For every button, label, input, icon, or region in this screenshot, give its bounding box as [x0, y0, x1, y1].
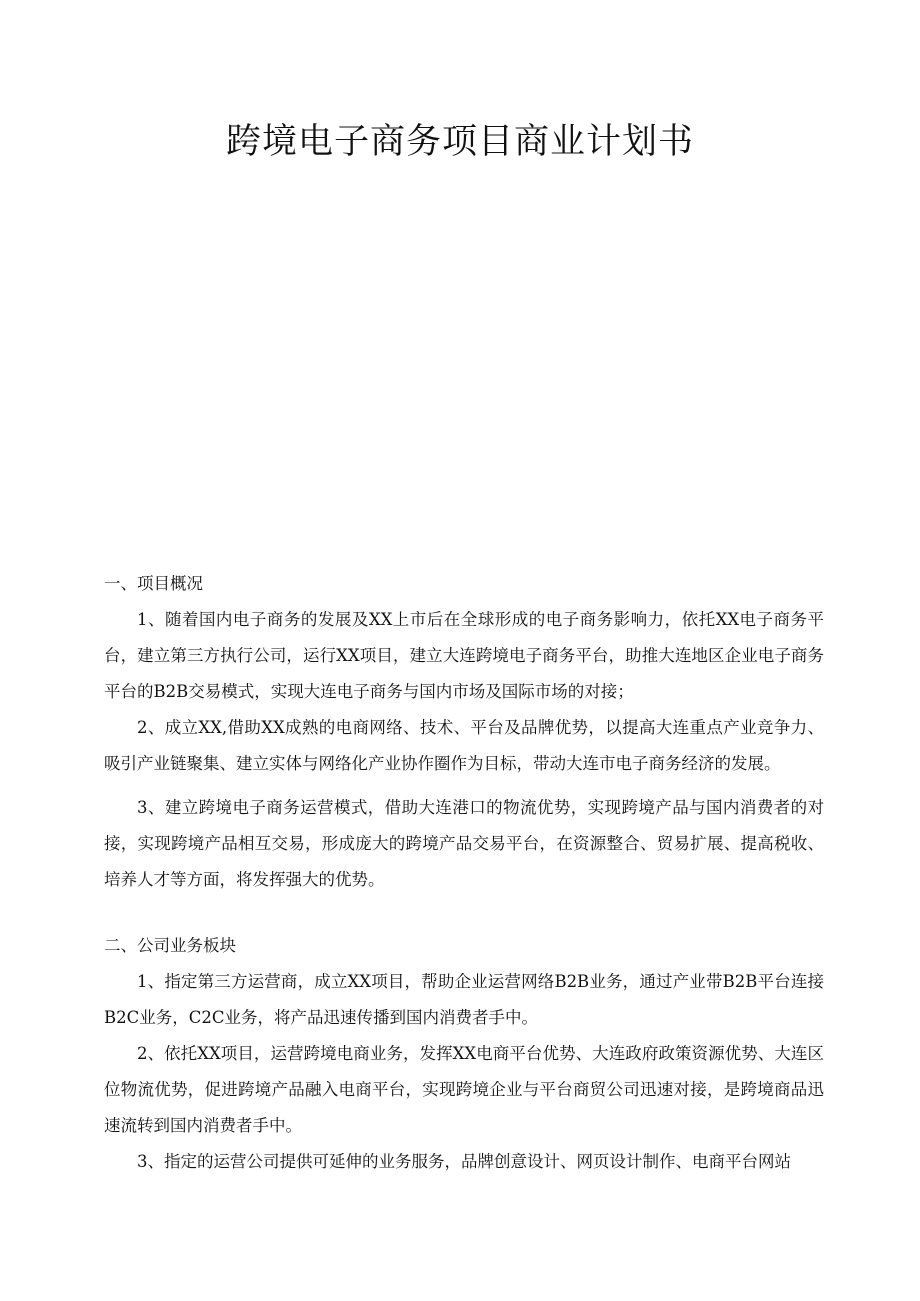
- section-heading: 二、公司业务板块: [104, 936, 236, 955]
- paragraph: 1、随着国内电子商务的发展及XX上市后在全球形成的电子商务影响力，依托XX电子商务平台，建立第三方执行公司，运行XX项目，建立大连跨境电子商务平台，助推大连地区企业电子商务平台的B2B交易模式，实现大连电子商务与国内市场及国际市场的对接；: [104, 610, 824, 701]
- document-body: [104, 566, 824, 1180]
- section-business-segments: [104, 928, 824, 1180]
- paragraph: 3、建立跨境电子商务运营模式，借助大连港口的物流优势，实现跨境产品与国内消费者的对接，实现跨境产品相互交易，形成庞大的跨境产品交易平台，在资源整合、贸易扩展、提高税收、培养人才等方面，将发挥强大的优势。: [104, 798, 824, 889]
- paragraph: 3、指定的运营公司提供可延伸的业务服务，品牌创意设计、网页设计制作、电商平台网站: [137, 1152, 791, 1171]
- document-title: 跨境电子商务项目商业计划书: [225, 122, 694, 162]
- paragraph: 1、指定第三方运营商，成立XX项目，帮助企业运营网络B2B业务，通过产业带B2B平台连接B2C业务，C2C业务，将产品迅速传播到国内消费者手中。: [104, 972, 824, 1027]
- paragraph: 2、成立XX,借助XX成熟的电商网络、技术、平台及品牌优势，以提高大连重点产业竞争力、吸引产业链聚集、建立实体与网络化产业协作圈作为目标，带动大连市电子商务经济的发展。: [104, 718, 824, 773]
- paragraph: 2、依托XX项目，运营跨境电商业务，发挥XX电商平台优势、大连政府政策资源优势、大连区位物流优势，促进跨境产品融入电商平台，实现跨境企业与平台商贸公司迅速对接，是跨境商品迅速流转到国内消费者手中。: [104, 1044, 824, 1135]
- section-heading: 一、项目概况: [104, 574, 203, 593]
- section-project-overview: [104, 566, 824, 898]
